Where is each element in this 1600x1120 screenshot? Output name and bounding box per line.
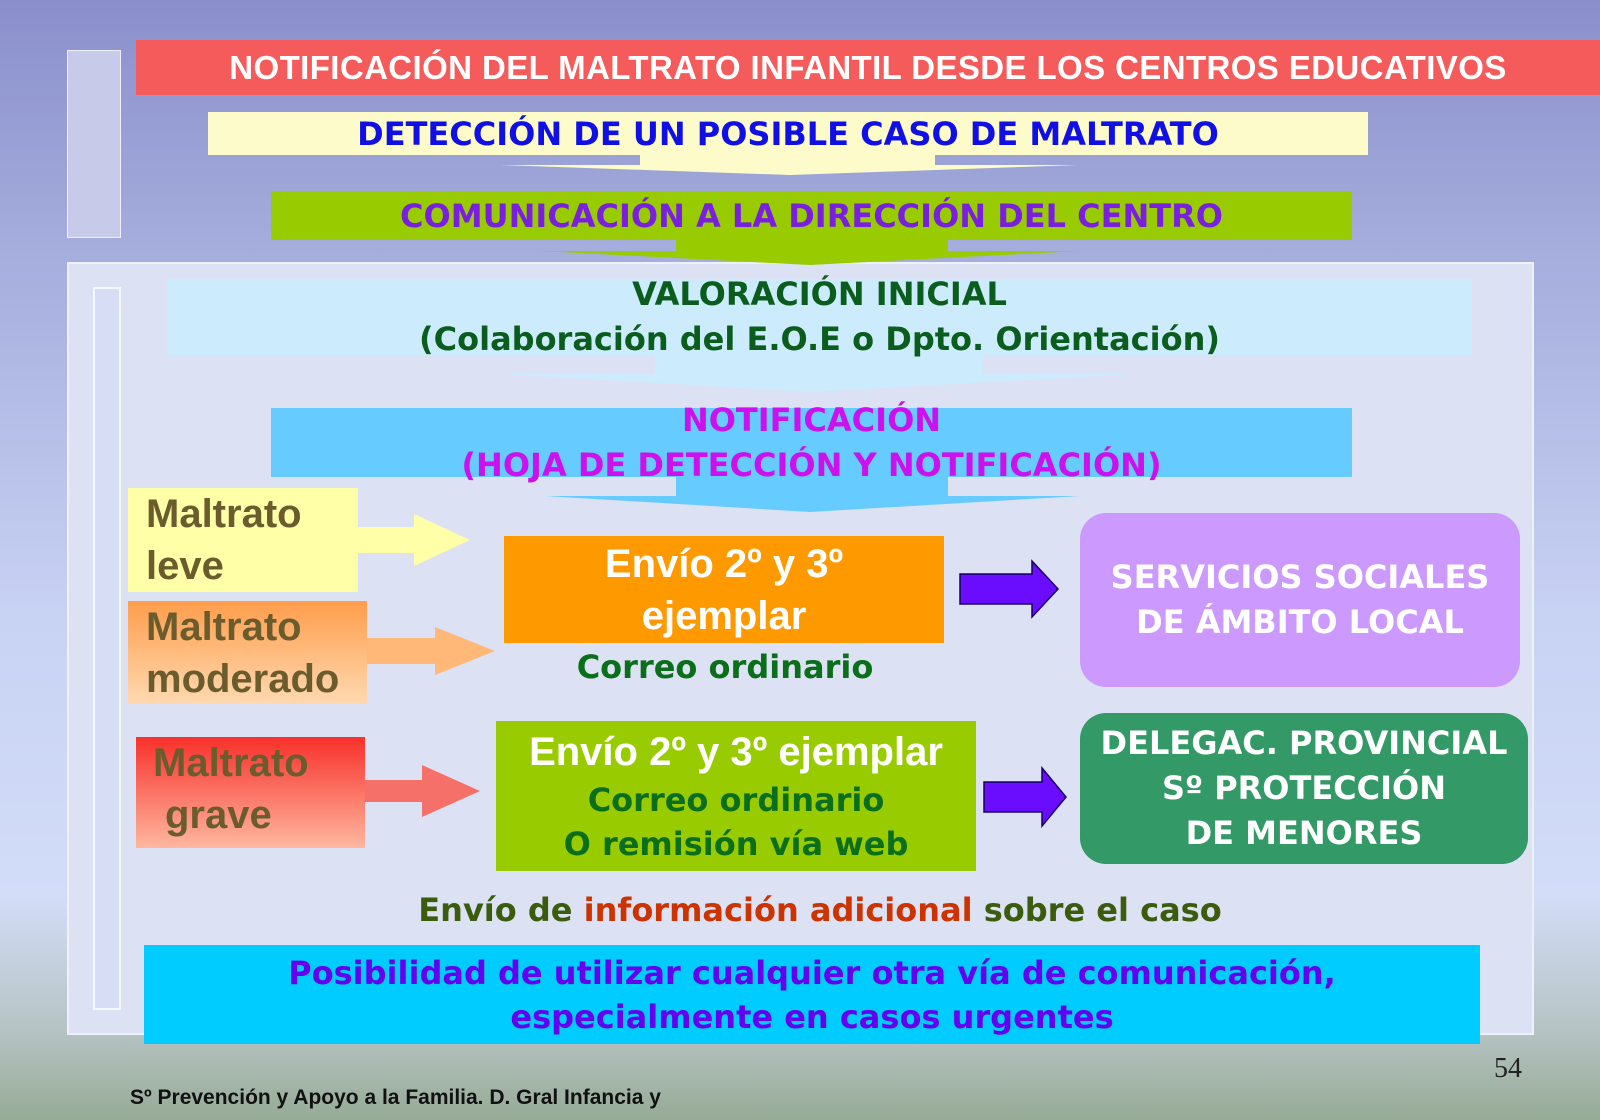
additional-info-text <box>418 891 1221 929</box>
step-notification-subtitle: (HOJA DE DETECCIÓN Y NOTIFICACIÓN) <box>461 445 1162 484</box>
destination-provincial-delegation <box>1080 713 1528 864</box>
footer-text: Sº Prevención y Apoyo a la Familia. D. Gral Infancia y <box>130 1086 661 1109</box>
send-standard-line1: Envío 2º y 3º <box>604 541 844 586</box>
destination-delegation-line2: Sº PROTECCIÓN <box>1161 769 1447 807</box>
urgent-line2: especialmente en casos urgentes <box>510 997 1114 1036</box>
page-title <box>136 40 1600 95</box>
severity-moderado <box>128 601 367 704</box>
destination-social-line2: DE ÁMBITO LOCAL <box>1136 603 1464 641</box>
step-valuation-title: VALORACIÓN INICIAL <box>632 275 1007 313</box>
step-valuation-subtitle: (Colaboración del E.O.E o Dpto. Orientación) <box>419 320 1220 358</box>
page-title-text: NOTIFICACIÓN DEL MALTRATO INFANTIL DESDE LOS CENTROS EDUCATIVOS <box>229 48 1507 86</box>
additional-info-highlight: información adicional <box>583 891 973 929</box>
severity-moderado-line1: Maltrato <box>146 605 302 649</box>
step-detection <box>208 112 1368 155</box>
send-standard-note <box>500 645 950 689</box>
step-notification <box>271 400 1352 484</box>
severity-moderado-line2: moderado <box>146 657 340 701</box>
step-communication-label: COMUNICACIÓN A LA DIRECCIÓN DEL CENTRO <box>400 196 1223 235</box>
destination-social-services <box>1080 513 1520 687</box>
severity-leve-line2: leve <box>146 544 224 588</box>
page-number: 54 <box>1494 1053 1522 1084</box>
connector-detection-communication <box>500 155 1078 175</box>
send-standard-line2: ejemplar <box>641 593 807 638</box>
arrow-to-social-icon <box>960 561 1058 617</box>
additional-info-before: Envío de <box>418 891 584 929</box>
arrow-to-delegation-icon <box>984 768 1066 826</box>
severity-leve-line1: Maltrato <box>146 492 302 536</box>
destination-delegation-line1: DELEGAC. PROVINCIAL <box>1100 724 1508 762</box>
send-severe-line1: Envío 2º y 3º ejemplar <box>529 730 943 774</box>
destination-delegation-line3: DE MENORES <box>1185 814 1423 852</box>
step-communication <box>271 191 1352 240</box>
step-notification-title: NOTIFICACIÓN <box>681 400 942 439</box>
severity-leve <box>128 488 358 592</box>
send-severe-line3: O remisión vía web <box>563 825 909 863</box>
send-standard-note-text: Correo ordinario <box>576 648 874 686</box>
urgent-line1: Posibilidad de utilizar cualquier otra vía de comunicación, <box>288 953 1336 992</box>
send-severe-line2: Correo ordinario <box>587 781 885 819</box>
send-severe-box <box>496 721 976 871</box>
arrow-leve-icon <box>356 514 470 566</box>
step-valuation <box>167 275 1472 358</box>
severity-grave-line1: Maltrato <box>153 741 309 785</box>
urgent-communication-box <box>144 945 1480 1044</box>
additional-info-after: sobre el caso <box>972 891 1222 929</box>
arrow-moderado-icon <box>365 627 495 675</box>
send-standard-box <box>504 536 944 643</box>
additional-info-note <box>150 886 1490 934</box>
connector-communication-valuation <box>540 240 1080 265</box>
arrow-grave-icon <box>363 765 480 817</box>
step-detection-label: DETECCIÓN DE UN POSIBLE CASO DE MALTRATO <box>357 114 1219 153</box>
severity-grave-line2: grave <box>165 793 272 837</box>
severity-grave <box>136 737 365 848</box>
destination-social-line1: SERVICIOS SOCIALES <box>1110 558 1490 596</box>
